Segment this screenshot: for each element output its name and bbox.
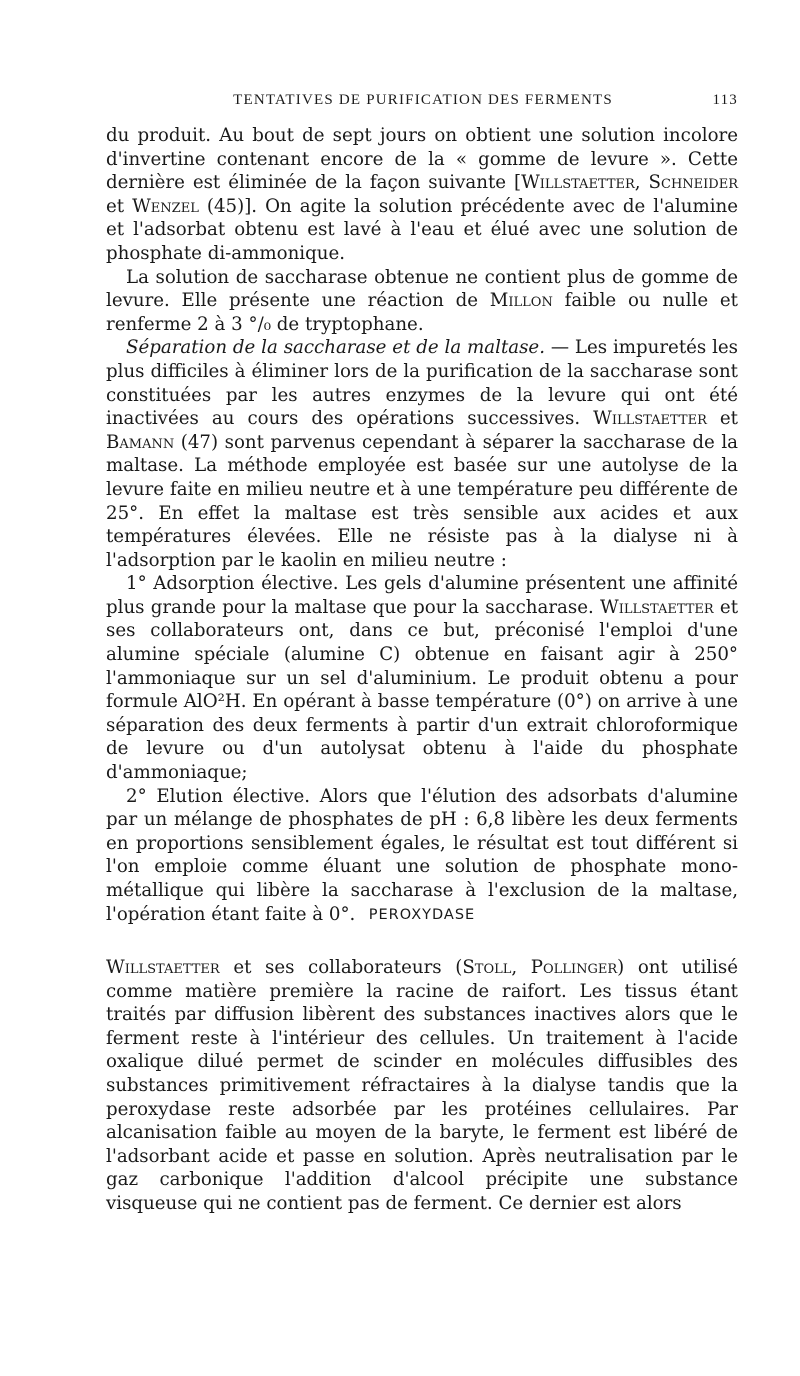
- author-name: Bamann: [106, 431, 175, 453]
- page-number: 113: [712, 92, 738, 108]
- section-paragraph-1: [106, 956, 738, 1216]
- author-name: Millon: [489, 290, 553, 312]
- section-title: PEROXYDASE: [368, 907, 476, 923]
- running-head: [108, 92, 738, 116]
- text-run: et ses collaborateurs ont, dans ce but, préconisé l'emploi d'une alumine spéciale (alumine C) obtenue en faisant agir à 250° l'ammoniaque sur un sel d'aluminium. Le produit obtenu a pour formule AlO²H. En opérant à basse température (0°) on arrive à une séparation des deux ferments à partir d'un extrait chloroformique de levure ou d'un autolysat obtenu à l'aide du phosphate d'ammoniaque;: [106, 596, 739, 784]
- author-name: Willstaetter: [106, 957, 220, 978]
- text-run: La solution de saccharase obtenue ne contient plus de gomme de levure. Elle présente une réaction de: [106, 266, 738, 312]
- body-text: [106, 124, 738, 926]
- author-name: Willstaetter: [593, 408, 707, 430]
- author-name: Pollinger: [530, 957, 618, 978]
- author-name: Willstaetter: [600, 596, 714, 618]
- text-run: — Les impuretés les plus difficiles à éliminer lors de la purification de la saccharase sont constituées par les autres enzymes de la levure qui ont été inactivées au cours des opérations successives.: [106, 337, 739, 430]
- subsection-heading: Séparation de la saccharase et de la maltase.: [126, 337, 545, 359]
- text-run: (45)]. On agite la solution précédente avec de l'alumine et l'adsorbat obtenu est lavé à l'eau et élué avec une solution de phosphate di-ammonique.: [106, 195, 738, 264]
- text-run: et ses collaborateurs (: [219, 957, 463, 978]
- paragraph-5: [106, 785, 738, 927]
- text-run: 1° Adsorption élective. Les gels d'alumine présentent une affinité plus grande pour la maltase que pour la saccharase.: [106, 573, 738, 618]
- paragraph-1: [106, 124, 738, 266]
- text-run: et: [106, 195, 133, 217]
- text-run: ,: [511, 957, 531, 978]
- section-body: [106, 956, 738, 1216]
- paragraph-2: [106, 266, 738, 337]
- text-run: faible ou nulle et renferme 2 à 3 °/₀ de tryptophane.: [106, 290, 738, 335]
- paragraph-3: [106, 336, 738, 572]
- author-name: Wenzel: [132, 195, 199, 217]
- author-name: Willstaetter, Schneider: [521, 172, 738, 194]
- text-run: ) ont utilisé comme matière première la racine de raifort. Les tissus étant traités par diffusion libèrent des substances inactives alors que le ferment reste à l'intérieur des cellules. Un traitement à l'acide oxalique dilué permet de scinder en molécules diffusibles des substances primitivement réfractaires à la dialyse tandis que la peroxydase reste adsorbée par les protéines cellulaires. Par alcanisation faible au moyen de la baryte, le ferment est libéré de l'adsorbant acide et passe en solution. Après neutralisation par le gaz carbonique l'addition d'alcool précipite une substance visqueuse qui ne contient pas de ferment. Ce dernier est alors: [106, 957, 738, 1214]
- text-run: du produit. Au bout de sept jours on obtient une solution incolore d'invertine contenant encore de la « gomme de levure ». Cette dernière est éliminée de la façon suivante [: [106, 125, 738, 194]
- paragraph-4: [106, 572, 738, 784]
- text-run: (47) sont parvenus cependant à séparer la saccharase de la maltase. La méthode employée est basée sur une autolyse de la levure faite en milieu neutre et à une température peu différente de 25°. En effet la maltase est très sensible aux acides et aux températures élevées. Elle ne résiste pas à la dialyse ni à l'adsorption par le kaolin en milieu neutre :: [106, 431, 738, 571]
- running-title: TENTATIVES DE PURIFICATION DES FERMENTS: [233, 92, 613, 108]
- text-run: et: [706, 408, 738, 430]
- author-name: Stoll: [462, 957, 512, 978]
- text-run: 2° Elution élective. Alors que l'élution des adsorbats d'alumine par un mélange de phosphates de pH : 6,8 libère les deux ferments en proportions sensiblement égales, le résultat est tout différent si l'on emploie comme éluant une solution de phosphate mono-métallique qui libère la saccharase à l'exclusion de la maltase, l'opération étant faite à 0°.: [106, 785, 738, 925]
